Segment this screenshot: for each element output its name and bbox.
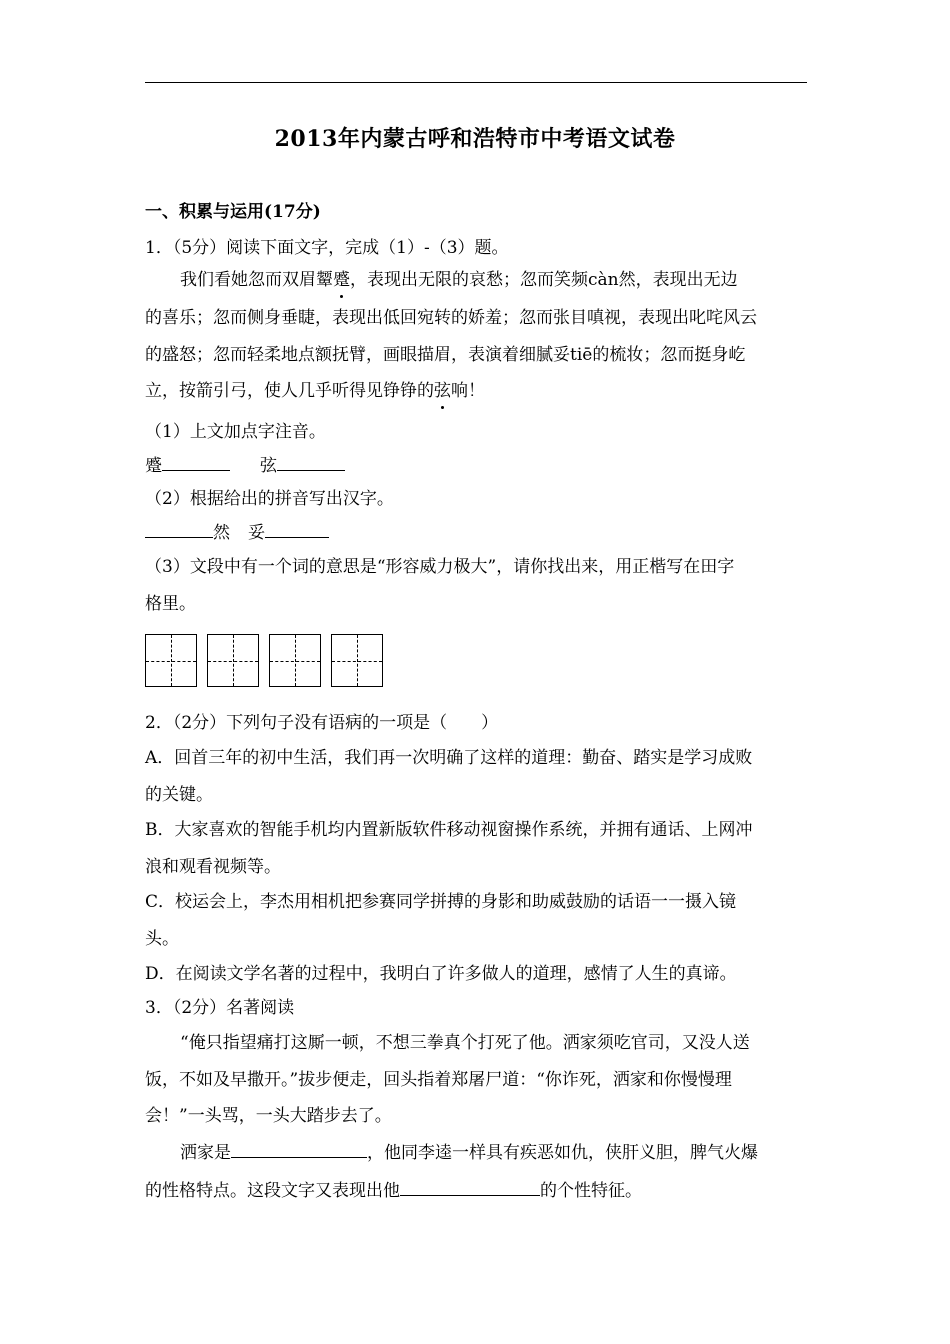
passage-text: ，表现出无限的哀愁；忽而笑频càn然，表现出无边 (350, 270, 738, 290)
option-b: B．大家喜欢的智能手机均内置新版软件移动视窗操作系统，并拥有通话、上网冲 (145, 820, 753, 840)
quote-line-3: 会！”一头骂，一头大踏步去了。 (145, 1106, 392, 1126)
answer-text: 的个性特征。 (540, 1181, 642, 1201)
option-b-cont: 浪和观看视频等。 (145, 857, 281, 877)
answer-text: 的性格特点。这段文字又表现出他 (145, 1181, 400, 1201)
passage-line-1 (180, 268, 738, 292)
option-c: C．校运会上，李杰用相机把参赛同学拼搏的身影和助威鼓励的话语一一摄入镜 (145, 892, 737, 912)
option-a-cont: 的关键。 (145, 785, 213, 805)
dotted-char: 蹙 (333, 270, 350, 290)
tianzige-cell[interactable] (207, 634, 259, 687)
answer-blank[interactable] (277, 454, 345, 471)
tianzige-cell[interactable] (269, 634, 321, 687)
page-title: 2013年内蒙古呼和浩特市中考语文试卷 (274, 126, 676, 152)
header-rule (145, 82, 807, 83)
sub-question-3: （3）文段中有一个词的意思是“形容威力极大”，请你找出来，用正楷写在田字 (145, 557, 735, 577)
passage-line-2: 的喜乐；忽而侧身垂睫，表现出低回宛转的娇羞；忽而张目嗔视，表现出叱咤风云 (145, 308, 757, 328)
quote-line-1: “俺只指望痛打这厮一顿，不想三拳真个打死了他。洒家须吃官司，又没人送 (180, 1033, 750, 1053)
passage-line-4 (145, 379, 485, 403)
answer-blank[interactable] (145, 521, 213, 538)
question-1-stem: 1．（5分）阅读下面文字，完成（1）-（3）题。 (145, 238, 509, 258)
quote-line-2: 饭，不如及早撒开。”拔步便走，回头指着郑屠尸道：“你诈死，洒家和你慢慢理 (145, 1070, 732, 1090)
section-heading: 一、积累与运用(17分) (145, 202, 321, 222)
answer-blank[interactable] (162, 454, 230, 471)
question-3-stem: 3．（2分）名著阅读 (145, 998, 295, 1018)
tianzige-cell[interactable] (331, 634, 383, 687)
answer-char: 妥 (248, 523, 265, 543)
sub-question-1: （1）上文加点字注音。 (145, 422, 326, 442)
answer-text: ，他同李逵一样具有疾恶如仇，侠肝义胆，脾气火爆 (367, 1143, 758, 1163)
answer-text: 洒家是 (180, 1143, 231, 1163)
answer-char: 弦 (260, 456, 277, 476)
tianzige-grid (145, 634, 383, 687)
answer-row-1 (145, 454, 345, 478)
passage-text: 响！ (451, 381, 485, 401)
answer-blank[interactable] (400, 1179, 540, 1196)
answer-char: 蹙 (145, 456, 162, 476)
option-d: D．在阅读文学名著的过程中，我明白了许多做人的道理，感情了人生的真谛。 (145, 964, 737, 984)
passage-text: 我们看她忽而双眉颦 (180, 270, 333, 290)
passage-line-3: 的盛怒；忽而轻柔地点额抚臂，画眼描眉，表演着细腻妥tiē的梳妆；忽而挺身屹 (145, 345, 746, 365)
answer-char: 然 (213, 523, 230, 543)
sub-question-2: （2）根据给出的拼音写出汉字。 (145, 489, 394, 509)
answer-line-2 (145, 1179, 642, 1203)
answer-row-2 (145, 521, 329, 545)
answer-blank[interactable] (231, 1141, 367, 1158)
sub-question-3-cont: 格里。 (145, 594, 196, 614)
dotted-char: 弦 (434, 381, 451, 401)
answer-blank[interactable] (265, 521, 329, 538)
question-2-stem: 2．（2分）下列句子没有语病的一项是（ ） (145, 713, 499, 733)
option-a: A．回首三年的初中生活，我们再一次明确了这样的道理：勤奋、踏实是学习成败 (145, 748, 753, 768)
answer-line-1 (180, 1141, 758, 1165)
tianzige-cell[interactable] (145, 634, 197, 687)
option-c-cont: 头。 (145, 929, 179, 949)
passage-text: 立，按箭引弓，使人几乎听得见铮铮的 (145, 381, 434, 401)
